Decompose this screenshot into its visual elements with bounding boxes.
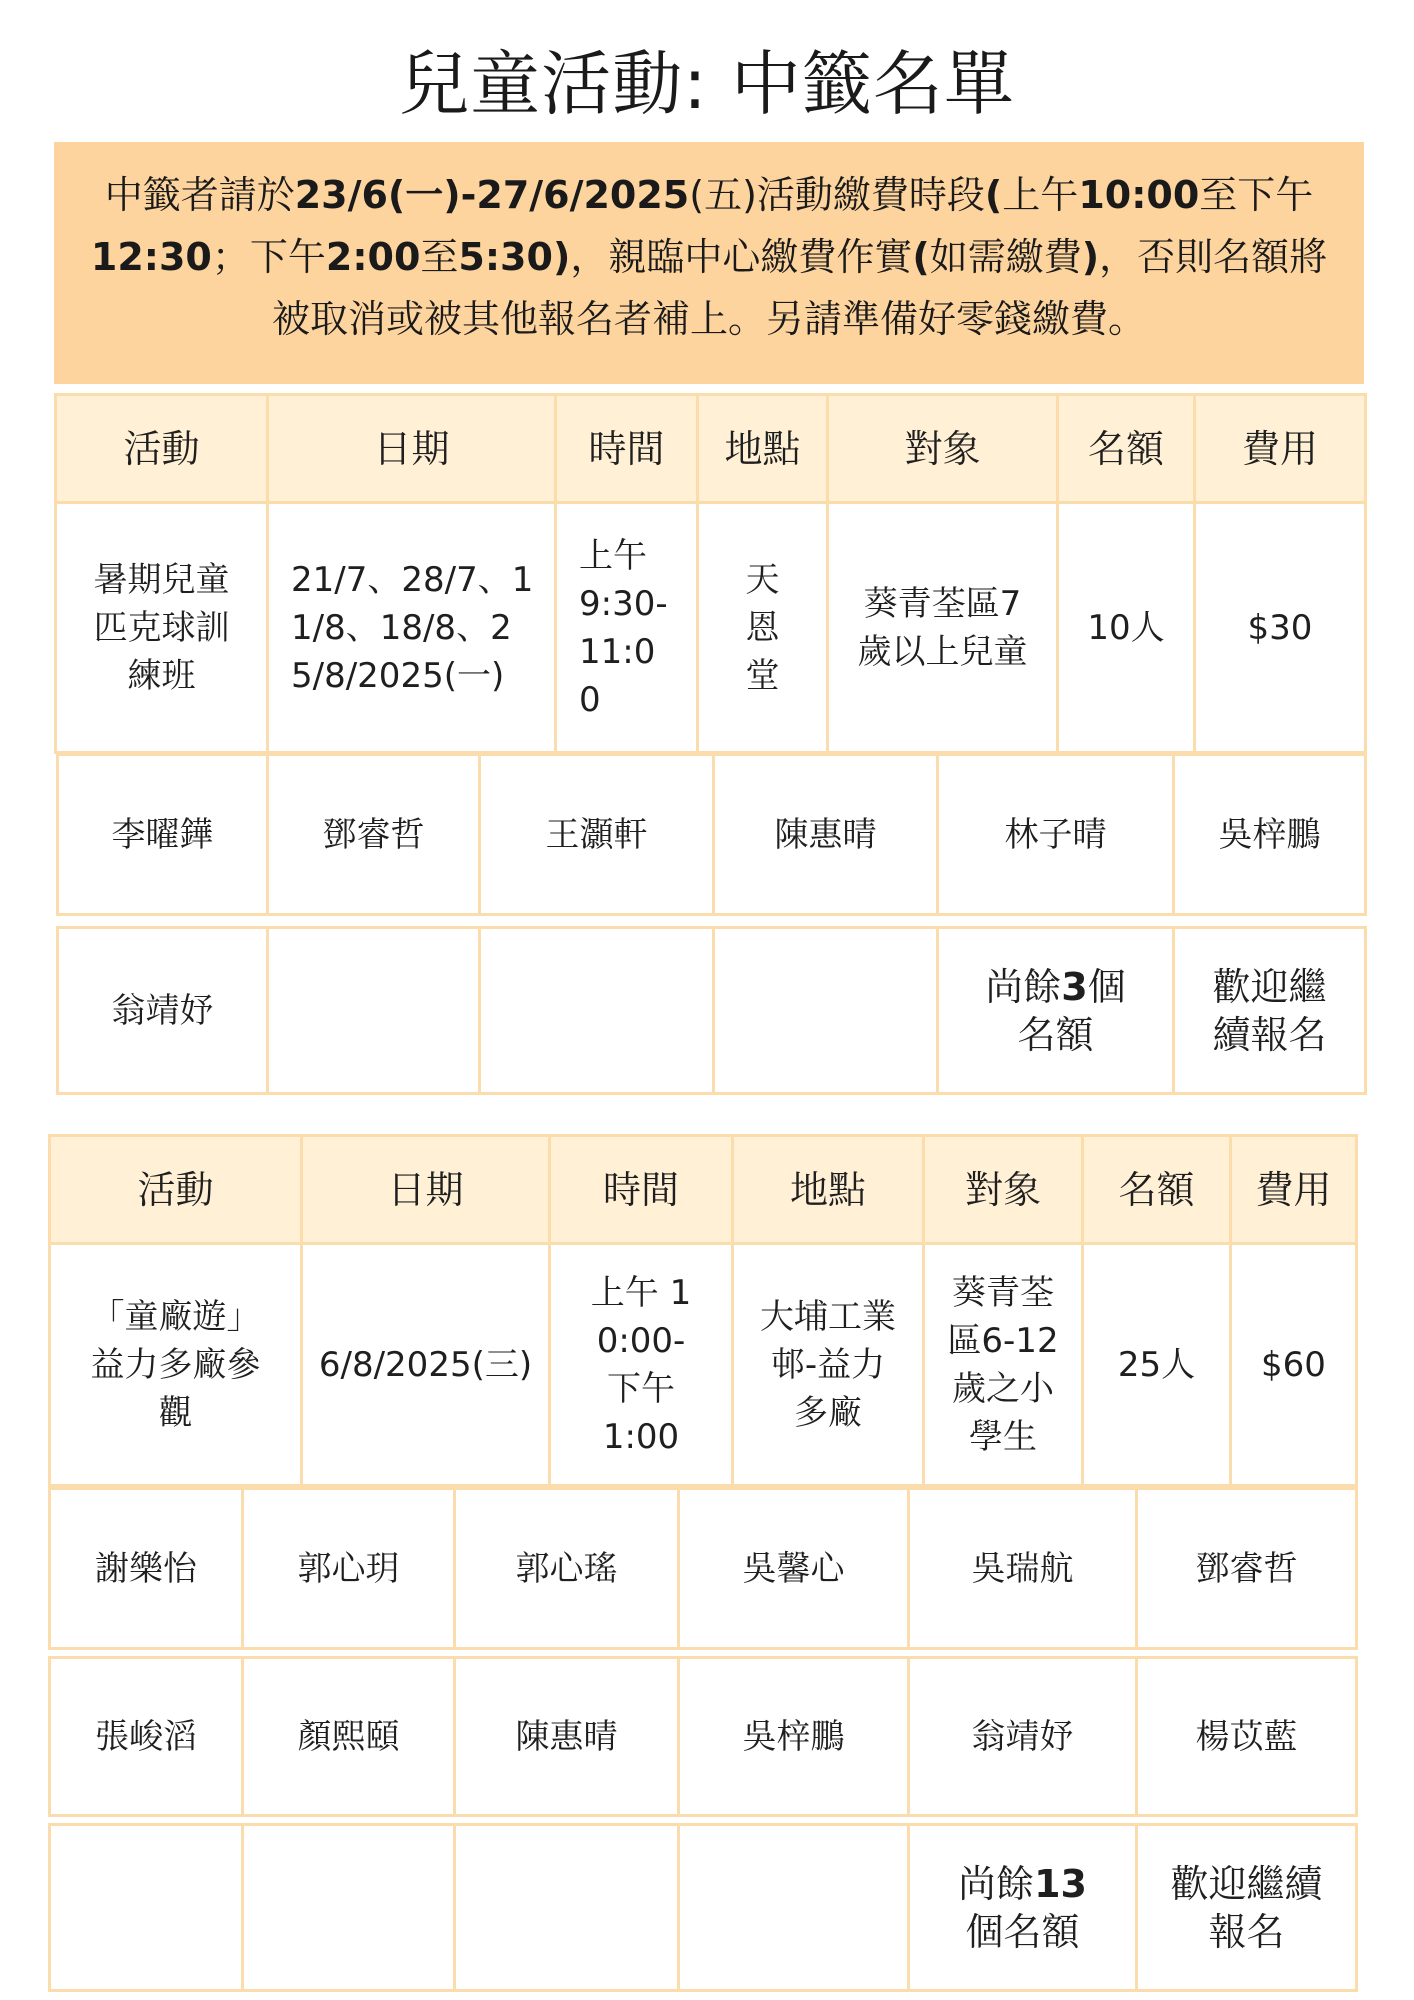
activity2-winner-row-1 <box>50 1489 1357 1649</box>
activity2-winner-row-3 <box>50 1825 1357 1991</box>
winner-name: 郭心玥 <box>243 1489 455 1649</box>
activity2-detail-row <box>50 1244 1357 1486</box>
activity1-winners-table <box>56 753 1367 1095</box>
activity1-winner-row-1 <box>58 755 1366 915</box>
winner-name: 翁靖妤 <box>909 1658 1137 1816</box>
empty-cell <box>714 928 938 1094</box>
winner-name: 吳梓鵬 <box>679 1658 909 1816</box>
activity1-header-row <box>56 395 1366 503</box>
winner-name: 郭心瑤 <box>455 1489 679 1649</box>
activity2-winners-table <box>48 1487 1358 1992</box>
activity1-place: 天恩堂 <box>698 503 828 753</box>
header-target: 對象 <box>828 395 1058 503</box>
activity2-place: 大埔工業邨-益力多廠 <box>733 1244 924 1486</box>
empty-cell <box>480 928 714 1094</box>
header-activity: 活動 <box>50 1136 302 1244</box>
welcome-register-note: 歡迎繼續報名 <box>1174 928 1366 1094</box>
activity2-winner-row-2 <box>50 1658 1357 1816</box>
activity1-fee: $30 <box>1195 503 1366 753</box>
header-date: 日期 <box>302 1136 550 1244</box>
payment-notice: 中籤者請於23/6(一)-27/6/2025(五)活動繳費時段(上午10:00至下午12:30；下午2:00至5:30)，親臨中心繳費作實(如需繳費)，否則名額將被取消或被其他報名者補上。另請準備好零錢繳費。 <box>54 142 1364 384</box>
header-target: 對象 <box>924 1136 1083 1244</box>
activity2-quota: 25人 <box>1083 1244 1231 1486</box>
activity2-name: 「童廠遊」益力多廠參觀 <box>50 1244 302 1486</box>
empty-cell <box>455 1825 679 1991</box>
winner-name: 陳惠晴 <box>714 755 938 915</box>
activity1-detail-row <box>56 503 1366 753</box>
header-date: 日期 <box>268 395 556 503</box>
activity2-header-row <box>50 1136 1357 1244</box>
winner-name: 鄧睿哲 <box>1137 1489 1357 1649</box>
winner-name: 謝樂怡 <box>50 1489 243 1649</box>
activity2-time: 上午 10:00-下午 1:00 <box>550 1244 733 1486</box>
winner-name: 王灝軒 <box>480 755 714 915</box>
activity2-date: 6/8/2025(三) <box>302 1244 550 1486</box>
activity1-date: 21/7、28/7、11/8、18/8、25/8/2025(一) <box>268 503 556 753</box>
header-quota: 名額 <box>1083 1136 1231 1244</box>
winner-name: 鄧睿哲 <box>268 755 480 915</box>
activity1-name: 暑期兒童匹克球訓練班 <box>56 503 268 753</box>
page-title: 兒童活動: 中籤名單 <box>399 43 1015 125</box>
header-fee: 費用 <box>1231 1136 1357 1244</box>
empty-cell <box>243 1825 455 1991</box>
activity1-winner-row-2 <box>58 928 1366 1094</box>
header-activity: 活動 <box>56 395 268 503</box>
winner-name: 吳馨心 <box>679 1489 909 1649</box>
empty-cell <box>50 1825 243 1991</box>
header-place: 地點 <box>733 1136 924 1244</box>
activity2-fee: $60 <box>1231 1244 1357 1486</box>
header-quota: 名額 <box>1058 395 1195 503</box>
remaining-quota-note: 尚餘3個名額 <box>938 928 1174 1094</box>
header-time: 時間 <box>556 395 698 503</box>
winner-name: 翁靖妤 <box>58 928 268 1094</box>
remaining-quota-note: 尚餘13個名額 <box>909 1825 1137 1991</box>
header-place: 地點 <box>698 395 828 503</box>
winner-name: 李曜鏵 <box>58 755 268 915</box>
activity2-target: 葵青荃區6-12歲之小學生 <box>924 1244 1083 1486</box>
winner-name: 顏熙頤 <box>243 1658 455 1816</box>
activity1-quota: 10人 <box>1058 503 1195 753</box>
welcome-register-note: 歡迎繼續報名 <box>1137 1825 1357 1991</box>
header-fee: 費用 <box>1195 395 1366 503</box>
activity1-time: 上午 9:30-11:00 <box>556 503 698 753</box>
winner-name: 楊苡藍 <box>1137 1658 1357 1816</box>
empty-cell <box>268 928 480 1094</box>
winner-name: 吳梓鵬 <box>1174 755 1366 915</box>
empty-cell <box>679 1825 909 1991</box>
winner-name: 林子晴 <box>938 755 1174 915</box>
activity1-info-table <box>54 393 1367 754</box>
winner-name: 張峻滔 <box>50 1658 243 1816</box>
activity2-info-table <box>48 1134 1358 1487</box>
winner-name: 陳惠晴 <box>455 1658 679 1816</box>
activity1-target: 葵青荃區7歲以上兒童 <box>828 503 1058 753</box>
header-time: 時間 <box>550 1136 733 1244</box>
winner-name: 吳瑞航 <box>909 1489 1137 1649</box>
